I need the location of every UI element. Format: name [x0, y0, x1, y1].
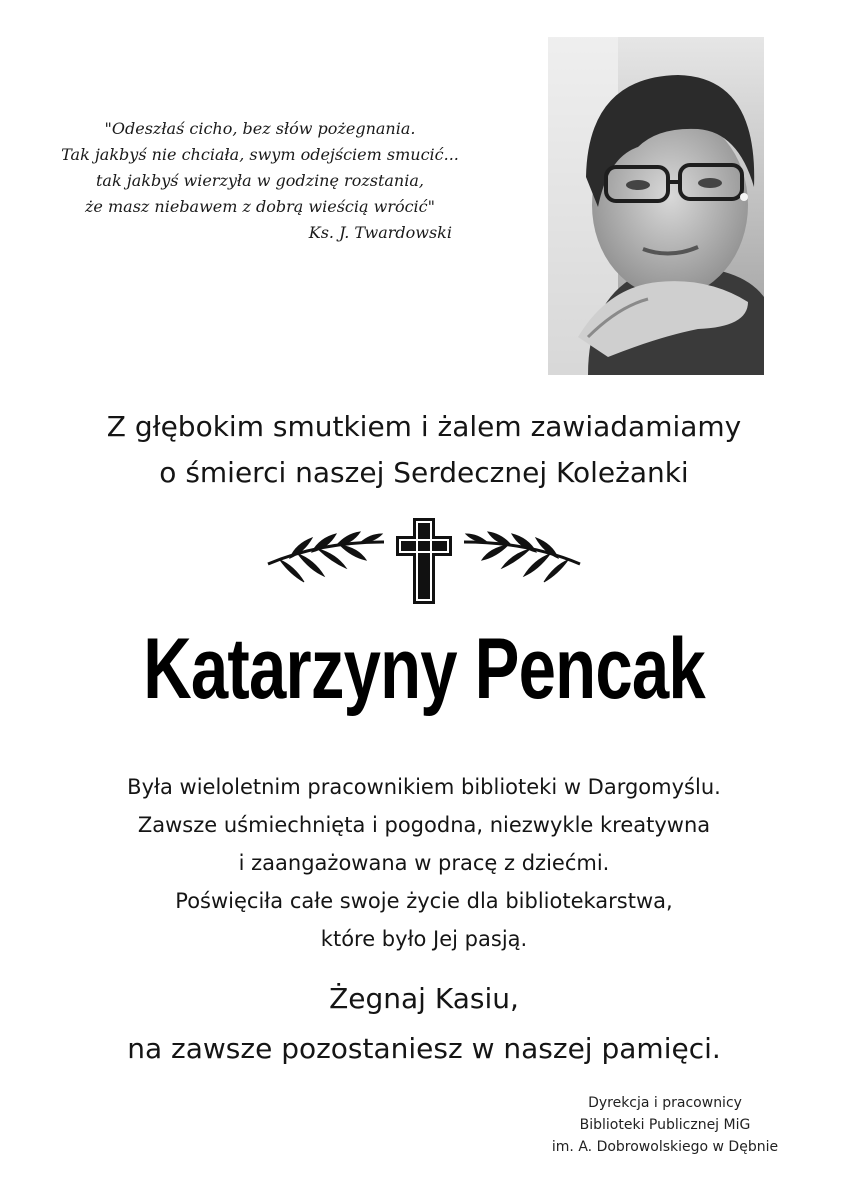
deceased-name-text: Katarzyny Pencak: [143, 621, 705, 717]
quote-author: Ks. J. Twardowski: [308, 223, 452, 242]
quote-line-1: "Odeszłaś cicho, bez słów pożegnania.: [104, 119, 416, 138]
deceased-name: [0, 614, 848, 724]
cross-with-olive-branches-icon: [260, 512, 588, 608]
bio-line-5: które było Jej pasją.: [320, 927, 528, 951]
intro-line-1: Z głębokim smutkiem i żalem zawiadamiamy: [106, 410, 742, 443]
cross-icon: [396, 518, 452, 604]
left-olive-branch-icon: [268, 532, 384, 582]
quote-line-4: że masz niebawem z dobrą wieścią wrócić": [85, 197, 435, 216]
signature-line-2: Biblioteki Publicznej MiG: [579, 1117, 751, 1133]
bio-line-3: i zaangażowana w pracę z dziećmi.: [238, 851, 610, 875]
bio-line-1: Była wieloletnim pracownikiem biblioteki w Dargomyślu.: [127, 775, 721, 799]
right-olive-branch-icon: [464, 532, 580, 582]
portrait-photo: [548, 37, 764, 375]
signature-block: [500, 1092, 830, 1158]
quote-line-3: tak jakbyś wierzyła w godzinę rozstania,: [96, 171, 424, 190]
quote-line-2: Tak jakbyś nie chciała, swym odejściem smucić...: [61, 145, 459, 164]
bio-line-4: Poświęciła całe swoje życie dla bibliotekarstwa,: [175, 889, 673, 913]
portrait-photo-image: [548, 37, 764, 375]
signature-line-1: Dyrekcja i pracownicy: [588, 1095, 742, 1111]
poem-quote: [60, 116, 460, 246]
intro-line-2: o śmierci naszej Serdecznej Koleżanki: [159, 456, 689, 489]
signature-line-3: im. A. Dobrowolskiego w Dębnie: [551, 1139, 779, 1155]
farewell-message: [0, 974, 848, 1074]
biography: [0, 768, 848, 958]
bio-line-2: Zawsze uśmiechnięta i pogodna, niezwykle kreatywna: [137, 813, 711, 837]
announcement-intro: [0, 404, 848, 496]
farewell-line-1: Żegnaj Kasiu,: [329, 982, 519, 1015]
farewell-line-2: na zawsze pozostaniesz w naszej pamięci.: [127, 1032, 721, 1065]
